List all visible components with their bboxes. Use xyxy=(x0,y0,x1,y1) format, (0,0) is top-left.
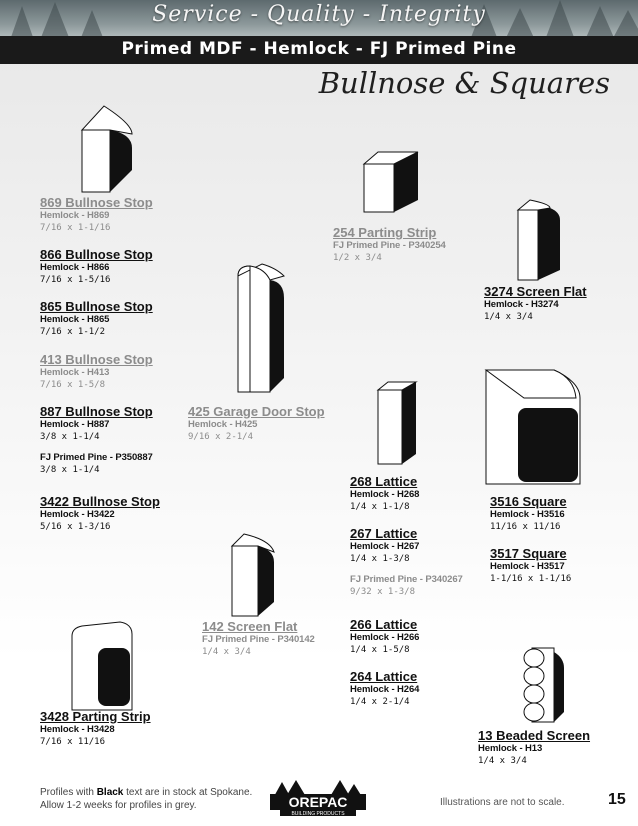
stock-note-post: text are in stock at Spokane. xyxy=(123,787,253,798)
product-sku: Hemlock - H3422 xyxy=(40,509,115,520)
product-name: 264 Lattice xyxy=(350,669,418,684)
product-dimensions: 1/4 x 1-3/8 xyxy=(350,554,410,564)
product-dimensions: 1/2 x 3/4 xyxy=(333,253,382,263)
product-name: 3517 Square xyxy=(490,546,567,561)
product-sku: FJ Primed Pine - P340142 xyxy=(202,634,315,645)
product-name: 13 Beaded Screen xyxy=(478,728,591,743)
product-dimensions: 7/16 x 1-1/2 xyxy=(40,327,106,337)
orepac-logo xyxy=(270,778,366,816)
product-268 xyxy=(350,474,419,513)
stock-note-line2: Allow 1-2 weeks for profiles in grey. xyxy=(40,800,197,811)
product-266 xyxy=(350,617,419,656)
profile-square-drawing xyxy=(484,368,582,486)
product-sku: Hemlock - H3517 xyxy=(490,561,565,572)
product-267 xyxy=(350,526,463,598)
product-dimensions: 1/4 x 3/4 xyxy=(202,647,251,657)
product-name: 887 Bullnose Stop xyxy=(40,404,153,419)
product-dimensions: 1/4 x 1-5/8 xyxy=(350,645,410,655)
product-887 xyxy=(40,404,153,476)
profile-3428-drawing xyxy=(70,620,134,712)
product-dimensions: 9/16 x 2-1/4 xyxy=(188,432,254,442)
product-name: 413 Bullnose Stop xyxy=(40,352,153,367)
stock-note xyxy=(40,786,252,812)
product-sku: Hemlock - H413 xyxy=(40,367,110,378)
product-142 xyxy=(202,619,315,658)
stock-note-pre: Profiles with xyxy=(40,787,97,798)
product-dimensions: 7/16 x 11/16 xyxy=(40,737,106,747)
title-bar xyxy=(0,36,638,64)
profile-13-drawing xyxy=(520,644,566,724)
product-sku: Hemlock - H425 xyxy=(188,419,258,430)
profile-425-drawing xyxy=(236,262,286,394)
product-name: 267 Lattice xyxy=(350,526,418,541)
product-254 xyxy=(333,225,446,264)
product-sku: Hemlock - H266 xyxy=(350,632,420,643)
product-13 xyxy=(478,728,590,767)
product-sku: Hemlock - H267 xyxy=(350,541,420,552)
header-banner xyxy=(0,0,638,40)
product-264 xyxy=(350,669,419,708)
product-sku: Hemlock - H865 xyxy=(40,314,110,325)
product-dimensions: 1/4 x 1-1/8 xyxy=(350,502,410,512)
product-sku: FJ Primed Pine - P340254 xyxy=(333,240,446,251)
scale-disclaimer: Illustrations are not to scale. xyxy=(440,797,565,808)
profile-lattice-drawing xyxy=(376,380,422,466)
product-dimensions: 1-1/16 x 1-1/16 xyxy=(490,574,572,584)
page-title: Primed MDF - Hemlock - FJ Primed Pine xyxy=(121,39,517,59)
product-name: 3274 Screen Flat xyxy=(484,284,587,299)
product-name: 142 Screen Flat xyxy=(202,619,298,634)
product-name: 866 Bullnose Stop xyxy=(40,247,153,262)
product-name: 266 Lattice xyxy=(350,617,418,632)
product-sku: Hemlock - H3516 xyxy=(490,509,565,520)
product-sku: Hemlock - H3428 xyxy=(40,724,115,735)
product-name: 869 Bullnose Stop xyxy=(40,195,153,210)
logo-wordmark: OREPAC xyxy=(288,794,348,810)
profile-142-drawing xyxy=(230,532,278,618)
product-sku: Hemlock - H3274 xyxy=(484,299,559,310)
product-dimensions: 7/16 x 1-5/16 xyxy=(40,275,111,285)
product-dimensions: 1/4 x 3/4 xyxy=(484,312,533,322)
product-3516 xyxy=(490,494,567,533)
product-dimensions-alt: 3/8 x 1-1/4 xyxy=(40,465,100,475)
product-name: 3422 Bullnose Stop xyxy=(40,494,160,509)
product-3517 xyxy=(490,546,571,585)
product-name: 254 Parting Strip xyxy=(333,225,437,240)
profile-869-drawing xyxy=(80,104,134,194)
product-425 xyxy=(188,404,325,443)
page-number: 15 xyxy=(608,791,626,808)
product-413 xyxy=(40,352,153,391)
fj-pine-variant xyxy=(350,574,463,598)
product-sku: Hemlock - H887 xyxy=(40,419,110,430)
product-name: 3428 Parting Strip xyxy=(40,709,151,724)
stock-note-bold: Black xyxy=(96,787,124,798)
product-sku: Hemlock - H268 xyxy=(350,489,420,500)
product-name: 3516 Square xyxy=(490,494,567,509)
product-3428 xyxy=(40,709,151,748)
product-3274 xyxy=(484,284,587,323)
product-3422 xyxy=(40,494,160,533)
product-dimensions-alt: 9/32 x 1-3/8 xyxy=(350,587,416,597)
product-dimensions: 5/16 x 1-3/16 xyxy=(40,522,111,532)
product-name: 865 Bullnose Stop xyxy=(40,299,153,314)
product-865 xyxy=(40,299,153,338)
product-dimensions: 11/16 x 11/16 xyxy=(490,522,561,532)
profile-3274-drawing xyxy=(516,198,562,282)
product-sku: Hemlock - H866 xyxy=(40,262,110,273)
tagline: Service - Quality - Integrity xyxy=(152,2,486,27)
product-sku-alt: FJ Primed Pine - P340267 xyxy=(350,574,463,585)
product-sku: Hemlock - H13 xyxy=(478,743,543,754)
product-sku-alt: FJ Primed Pine - P350887 xyxy=(40,452,153,463)
section-subtitle: Bullnose & Squares xyxy=(318,66,610,100)
product-866 xyxy=(40,247,153,286)
product-dimensions: 1/4 x 2-1/4 xyxy=(350,697,410,707)
product-dimensions: 7/16 x 1-5/8 xyxy=(40,380,106,390)
product-name: 268 Lattice xyxy=(350,474,418,489)
profile-254-drawing xyxy=(362,150,420,214)
logo-tagline: BUILDING PRODUCTS xyxy=(291,811,345,816)
product-dimensions: 7/16 x 1-1/16 xyxy=(40,223,111,233)
product-sku: Hemlock - H869 xyxy=(40,210,110,221)
product-sku: Hemlock - H264 xyxy=(350,684,420,695)
product-dimensions: 1/4 x 3/4 xyxy=(478,756,527,766)
product-name: 425 Garage Door Stop xyxy=(188,404,325,419)
product-dimensions: 3/8 x 1-1/4 xyxy=(40,432,100,442)
product-869 xyxy=(40,195,153,234)
